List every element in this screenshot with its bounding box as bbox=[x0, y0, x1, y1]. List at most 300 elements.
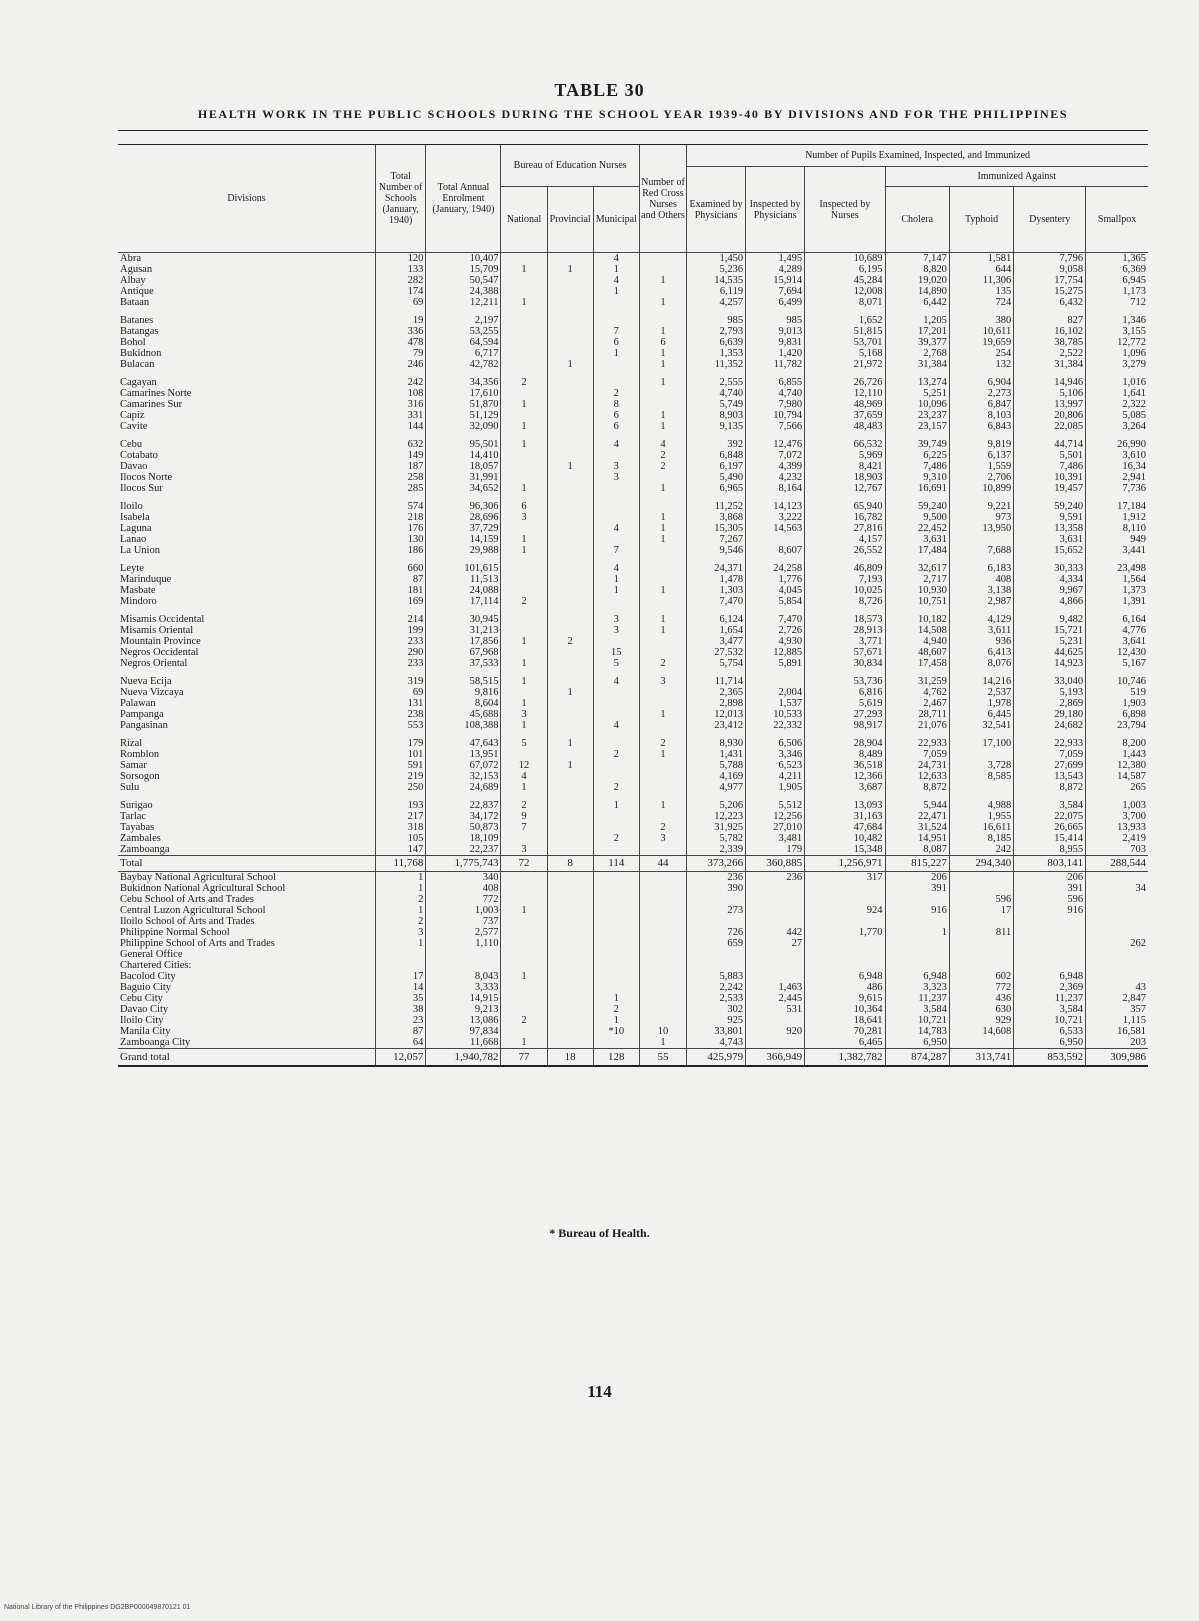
table-cell: 5,619 bbox=[805, 698, 885, 709]
table-cell: 5,944 bbox=[885, 800, 949, 811]
table-cell bbox=[547, 337, 593, 348]
table-cell: 28,696 bbox=[426, 512, 501, 523]
table-cell bbox=[639, 927, 686, 938]
table-cell bbox=[547, 326, 593, 337]
table-cell bbox=[547, 894, 593, 905]
table-cell: 1 bbox=[639, 326, 686, 337]
table-cell: 51,129 bbox=[426, 410, 501, 421]
table-cell: 14,951 bbox=[885, 833, 949, 844]
table-cell: 262 bbox=[1086, 938, 1148, 949]
table-cell: 5 bbox=[501, 738, 547, 749]
table-row bbox=[118, 614, 1148, 625]
table-cell: 1,463 bbox=[746, 982, 805, 993]
table-cell: 23,498 bbox=[1086, 563, 1148, 574]
table-cell: 12,772 bbox=[1086, 337, 1148, 348]
table-cell: 1 bbox=[501, 676, 547, 687]
table-cell: 5,168 bbox=[805, 348, 885, 359]
table-cell bbox=[639, 872, 686, 884]
table-cell bbox=[547, 771, 593, 782]
table-cell bbox=[593, 872, 639, 884]
table-cell bbox=[593, 982, 639, 993]
table-cell bbox=[547, 927, 593, 938]
table-cell: 6,855 bbox=[746, 377, 805, 388]
grand-total-row bbox=[118, 1049, 1148, 1067]
table-cell: 3 bbox=[593, 625, 639, 636]
table-cell: 4 bbox=[593, 720, 639, 731]
table-cell: 174 bbox=[375, 286, 425, 297]
table-cell: 8 bbox=[547, 856, 593, 872]
special-school-row bbox=[118, 905, 1148, 916]
table-cell: 9,482 bbox=[1014, 614, 1086, 625]
table-cell bbox=[547, 971, 593, 982]
table-row bbox=[118, 297, 1148, 308]
table-cell bbox=[547, 377, 593, 388]
row-label: Laguna bbox=[120, 523, 152, 534]
table-cell: 6,195 bbox=[805, 264, 885, 275]
page-number: 114 bbox=[587, 1382, 612, 1401]
table-cell: 4,334 bbox=[1014, 574, 1086, 585]
row-label: Tarlac bbox=[120, 811, 147, 822]
table-cell: 632 bbox=[375, 439, 425, 450]
table-cell: 47,643 bbox=[426, 738, 501, 749]
table-cell: 4,740 bbox=[687, 388, 746, 399]
table-cell: 3 bbox=[639, 833, 686, 844]
table-cell: 12,013 bbox=[687, 709, 746, 720]
table-cell: 11,782 bbox=[746, 359, 805, 370]
table-cell: 8,604 bbox=[426, 698, 501, 709]
table-cell: 26,990 bbox=[1086, 439, 1148, 450]
row-label: Nueva Ecija bbox=[120, 676, 172, 687]
table-cell: 1 bbox=[639, 614, 686, 625]
table-cell bbox=[639, 771, 686, 782]
table-cell bbox=[501, 1004, 547, 1015]
table-cell: 1 bbox=[639, 625, 686, 636]
table-cell: 8,164 bbox=[746, 483, 805, 494]
row-label: Iloilo bbox=[120, 501, 143, 512]
table-cell: 4,977 bbox=[687, 782, 746, 793]
table-cell: 4 bbox=[593, 253, 639, 265]
table-cell: 1 bbox=[639, 709, 686, 720]
table-cell: 43 bbox=[1086, 982, 1148, 993]
table-cell: 19,020 bbox=[885, 275, 949, 286]
table-cell: 23,237 bbox=[885, 410, 949, 421]
table-cell: 1 bbox=[593, 348, 639, 359]
table-cell: 8,872 bbox=[885, 782, 949, 793]
table-cell: 3,868 bbox=[687, 512, 746, 523]
table-cell bbox=[547, 286, 593, 297]
table-cell: 4,169 bbox=[687, 771, 746, 782]
table-cell: 6,413 bbox=[949, 647, 1013, 658]
table-cell: 236 bbox=[746, 872, 805, 884]
table-cell: 12,223 bbox=[687, 811, 746, 822]
table-cell bbox=[547, 625, 593, 636]
table-cell: 4,257 bbox=[687, 297, 746, 308]
table-cell: 1 bbox=[547, 359, 593, 370]
table-cell: 72 bbox=[501, 856, 547, 872]
table-cell: 2,273 bbox=[949, 388, 1013, 399]
table-cell: 34,356 bbox=[426, 377, 501, 388]
table-cell bbox=[501, 982, 547, 993]
table-row bbox=[118, 253, 1148, 265]
table-cell: 1 bbox=[639, 1037, 686, 1049]
table-cell: 8,076 bbox=[949, 658, 1013, 669]
table-cell bbox=[547, 1004, 593, 1015]
table-cell bbox=[593, 822, 639, 833]
table-cell bbox=[547, 844, 593, 856]
table-cell: 4,866 bbox=[1014, 596, 1086, 607]
header-examined: Examined by Physicians bbox=[687, 167, 746, 253]
table-cell: 596 bbox=[949, 894, 1013, 905]
table-cell: 9,135 bbox=[687, 421, 746, 432]
table-cell bbox=[593, 687, 639, 698]
table-cell: 15,652 bbox=[1014, 545, 1086, 556]
table-cell: 14 bbox=[375, 982, 425, 993]
table-cell: 1 bbox=[885, 927, 949, 938]
table-cell: 17,100 bbox=[949, 738, 1013, 749]
table-cell: 1 bbox=[639, 410, 686, 421]
table-cell: 3,222 bbox=[746, 512, 805, 523]
table-cell: 64 bbox=[375, 1037, 425, 1049]
row-label: Cebu bbox=[120, 439, 143, 450]
header-total-schools: Total Number of Schools (January, 1940) bbox=[375, 145, 425, 253]
table-cell: 4,045 bbox=[746, 585, 805, 596]
table-cell: 15,914 bbox=[746, 275, 805, 286]
table-cell: 24,731 bbox=[885, 760, 949, 771]
table-cell: 11,768 bbox=[375, 856, 425, 872]
table-cell: 1,016 bbox=[1086, 377, 1148, 388]
table-cell: 366,949 bbox=[746, 1049, 805, 1067]
table-row bbox=[118, 286, 1148, 297]
table-cell bbox=[593, 501, 639, 512]
table-cell bbox=[593, 894, 639, 905]
table-row bbox=[118, 749, 1148, 760]
table-cell: 1 bbox=[639, 585, 686, 596]
table-cell: 2 bbox=[639, 461, 686, 472]
table-cell: 79 bbox=[375, 348, 425, 359]
table-cell bbox=[547, 512, 593, 523]
table-cell: 14,508 bbox=[885, 625, 949, 636]
table-cell: 128 bbox=[593, 1049, 639, 1067]
table-cell: 1 bbox=[375, 883, 425, 894]
table-cell: 66,532 bbox=[805, 439, 885, 450]
table-cell: 32,090 bbox=[426, 421, 501, 432]
table-row bbox=[118, 585, 1148, 596]
table-cell bbox=[547, 574, 593, 585]
table-subtitle: HEALTH WORK IN THE PUBLIC SCHOOLS DURING THE SCHOOL YEAR 1939-40 BY DIVISIONS AND FOR THE PHILIPPINES bbox=[197, 107, 1069, 121]
table-cell bbox=[949, 872, 1013, 884]
table-cell bbox=[593, 916, 639, 927]
table-cell bbox=[639, 286, 686, 297]
row-label: Abra bbox=[120, 253, 141, 264]
table-cell: 2,365 bbox=[687, 687, 746, 698]
table-cell: 1 bbox=[501, 534, 547, 545]
table-cell: 6,164 bbox=[1086, 614, 1148, 625]
table-cell: 1,303 bbox=[687, 585, 746, 596]
table-cell: 233 bbox=[375, 658, 425, 669]
table-cell: 8,607 bbox=[746, 545, 805, 556]
header-divisions: Divisions bbox=[118, 145, 375, 253]
table-cell bbox=[547, 275, 593, 286]
table-cell: 7,072 bbox=[746, 450, 805, 461]
table-cell bbox=[501, 359, 547, 370]
spacer-row bbox=[118, 556, 1148, 563]
table-cell: 32,541 bbox=[949, 720, 1013, 731]
table-cell: 10,364 bbox=[805, 1004, 885, 1015]
table-cell bbox=[593, 315, 639, 326]
table-cell: 22,837 bbox=[426, 800, 501, 811]
table-cell: 18,903 bbox=[805, 472, 885, 483]
table-cell: 4,762 bbox=[885, 687, 949, 698]
table-cell bbox=[639, 596, 686, 607]
table-cell: 30,834 bbox=[805, 658, 885, 669]
table-cell: 5,251 bbox=[885, 388, 949, 399]
table-cell: 3 bbox=[639, 676, 686, 687]
table-cell: 1,096 bbox=[1086, 348, 1148, 359]
table-cell: 1 bbox=[501, 1037, 547, 1049]
table-cell: 217 bbox=[375, 811, 425, 822]
table-cell: 6,506 bbox=[746, 738, 805, 749]
table-cell: 925 bbox=[687, 1015, 746, 1026]
table-cell: 4,740 bbox=[746, 388, 805, 399]
row-label: Pampanga bbox=[120, 709, 164, 720]
table-cell: 1,775,743 bbox=[426, 856, 501, 872]
table-cell bbox=[639, 687, 686, 698]
table-cell: 4 bbox=[593, 676, 639, 687]
table-cell: 9,615 bbox=[805, 993, 885, 1004]
table-cell: 772 bbox=[949, 982, 1013, 993]
table-cell: 179 bbox=[375, 738, 425, 749]
table-cell: 373,266 bbox=[687, 856, 746, 872]
table-cell bbox=[639, 647, 686, 658]
table-cell: 7,486 bbox=[885, 461, 949, 472]
table-cell: 3,771 bbox=[805, 636, 885, 647]
table-cell: 5,206 bbox=[687, 800, 746, 811]
table-cell: 916 bbox=[1014, 905, 1086, 916]
table-cell: 28,904 bbox=[805, 738, 885, 749]
table-cell bbox=[501, 625, 547, 636]
table-cell: 24,682 bbox=[1014, 720, 1086, 731]
table-cell: 14,216 bbox=[949, 676, 1013, 687]
table-cell bbox=[639, 545, 686, 556]
table-cell: 53,736 bbox=[805, 676, 885, 687]
table-cell: 1 bbox=[501, 782, 547, 793]
table-cell: 660 bbox=[375, 563, 425, 574]
table-cell: 309,986 bbox=[1086, 1049, 1148, 1067]
table-cell: 13,951 bbox=[426, 749, 501, 760]
table-cell: 6,950 bbox=[885, 1037, 949, 1049]
table-cell bbox=[547, 872, 593, 884]
table-cell: 1,115 bbox=[1086, 1015, 1148, 1026]
table-cell: 2,445 bbox=[746, 993, 805, 1004]
table-cell: 67,072 bbox=[426, 760, 501, 771]
table-cell: 133 bbox=[375, 264, 425, 275]
table-cell: 8,421 bbox=[805, 461, 885, 472]
table-cell bbox=[501, 253, 547, 265]
table-cell: 14,410 bbox=[426, 450, 501, 461]
header-provincial: Provincial bbox=[547, 187, 593, 253]
table-cell bbox=[949, 938, 1013, 949]
row-label: Zamboanga City bbox=[120, 1037, 191, 1048]
table-cell: 5,106 bbox=[1014, 388, 1086, 399]
table-row bbox=[118, 698, 1148, 709]
table-cell: 17,201 bbox=[885, 326, 949, 337]
table-cell: 147 bbox=[375, 844, 425, 856]
header-total-enrolment: Total Annual Enrolment (January, 1940) bbox=[426, 145, 501, 253]
row-label: Marinduque bbox=[120, 574, 172, 585]
table-cell: 2 bbox=[639, 658, 686, 669]
chartered-city-row bbox=[118, 993, 1148, 1004]
table-cell: 2,898 bbox=[687, 698, 746, 709]
table-cell: 51,815 bbox=[805, 326, 885, 337]
footnote: * Bureau of Health. bbox=[549, 1226, 650, 1240]
table-cell: 69 bbox=[375, 687, 425, 698]
table-cell bbox=[746, 676, 805, 687]
table-cell bbox=[547, 388, 593, 399]
table-cell: 1 bbox=[639, 359, 686, 370]
table-cell bbox=[593, 377, 639, 388]
table-cell: 5,501 bbox=[1014, 450, 1086, 461]
table-cell: 13,543 bbox=[1014, 771, 1086, 782]
table-cell: 10,721 bbox=[885, 1015, 949, 1026]
table-cell bbox=[501, 938, 547, 949]
table-cell: 9,819 bbox=[949, 439, 1013, 450]
table-cell: 7 bbox=[501, 822, 547, 833]
table-cell: 6,432 bbox=[1014, 297, 1086, 308]
table-cell: 3,138 bbox=[949, 585, 1013, 596]
table-cell: 2,322 bbox=[1086, 399, 1148, 410]
table-cell: 6,183 bbox=[949, 563, 1013, 574]
row-label: Baguio City bbox=[120, 982, 172, 993]
table-row bbox=[118, 534, 1148, 545]
table-cell: 1 bbox=[593, 585, 639, 596]
table-cell: 69 bbox=[375, 297, 425, 308]
table-cell: 3,477 bbox=[687, 636, 746, 647]
row-label: Misamis Occidental bbox=[120, 614, 205, 625]
header-dysentery: Dysentery bbox=[1014, 187, 1086, 253]
table-cell: 13,997 bbox=[1014, 399, 1086, 410]
row-label: Isabela bbox=[120, 512, 150, 523]
table-cell: 15 bbox=[593, 647, 639, 658]
row-label: Total bbox=[118, 856, 375, 872]
table-cell: 1 bbox=[547, 738, 593, 749]
table-cell: 1 bbox=[501, 905, 547, 916]
row-label: Zamboanga bbox=[120, 844, 170, 855]
table-cell: 14,783 bbox=[885, 1026, 949, 1037]
table-cell: 6 bbox=[501, 501, 547, 512]
table-cell: 214 bbox=[375, 614, 425, 625]
table-cell bbox=[501, 993, 547, 1004]
special-school-row bbox=[118, 872, 1148, 884]
table-cell: 6,445 bbox=[949, 709, 1013, 720]
table-cell: 33,801 bbox=[687, 1026, 746, 1037]
table-cell: 246 bbox=[375, 359, 425, 370]
table-cell bbox=[593, 949, 639, 960]
table-cell: 10,025 bbox=[805, 585, 885, 596]
table-cell: 1,955 bbox=[949, 811, 1013, 822]
table-row bbox=[118, 421, 1148, 432]
table-cell: 1,431 bbox=[687, 749, 746, 760]
table-cell: 15,709 bbox=[426, 264, 501, 275]
table-cell: 6,124 bbox=[687, 614, 746, 625]
table-cell: 8,071 bbox=[805, 297, 885, 308]
table-cell: 179 bbox=[746, 844, 805, 856]
table-cell: 2 bbox=[375, 894, 425, 905]
table-cell: 3,279 bbox=[1086, 359, 1148, 370]
table-cell: 26,665 bbox=[1014, 822, 1086, 833]
table-cell: 5,788 bbox=[687, 760, 746, 771]
table-cell: 6 bbox=[593, 421, 639, 432]
table-cell: 10,482 bbox=[805, 833, 885, 844]
table-cell bbox=[746, 949, 805, 960]
row-label: Batanes bbox=[120, 315, 154, 326]
table-row bbox=[118, 439, 1148, 450]
table-cell: 316 bbox=[375, 399, 425, 410]
table-cell: 258 bbox=[375, 472, 425, 483]
table-cell: 10,096 bbox=[885, 399, 949, 410]
table-cell bbox=[639, 982, 686, 993]
table-row bbox=[118, 472, 1148, 483]
table-cell: 28,711 bbox=[885, 709, 949, 720]
table-cell: 27,816 bbox=[805, 523, 885, 534]
table-cell bbox=[593, 927, 639, 938]
table-cell bbox=[639, 698, 686, 709]
chartered-cities-header bbox=[118, 960, 1148, 971]
table-cell: 6,948 bbox=[1014, 971, 1086, 982]
table-cell: 591 bbox=[375, 760, 425, 771]
row-label: Central Luzon Agricultural School bbox=[120, 905, 266, 916]
table-cell: 1,003 bbox=[426, 905, 501, 916]
row-label: Mountain Province bbox=[120, 636, 201, 647]
table-cell: 357 bbox=[1086, 1004, 1148, 1015]
table-cell: 10,407 bbox=[426, 253, 501, 265]
table-cell: 38,785 bbox=[1014, 337, 1086, 348]
table-cell: 114 bbox=[593, 856, 639, 872]
table-cell: 11,306 bbox=[949, 275, 1013, 286]
table-cell: 1,905 bbox=[746, 782, 805, 793]
table-cell: 10,751 bbox=[885, 596, 949, 607]
table-cell bbox=[639, 501, 686, 512]
table-cell: 12,430 bbox=[1086, 647, 1148, 658]
table-cell: 1,654 bbox=[687, 625, 746, 636]
table-cell: 2 bbox=[593, 782, 639, 793]
top-rule bbox=[118, 130, 1148, 131]
table-body bbox=[118, 253, 1148, 1067]
table-cell: 2,537 bbox=[949, 687, 1013, 698]
table-cell: 16,34 bbox=[1086, 461, 1148, 472]
table-cell: 1 bbox=[547, 687, 593, 698]
table-cell: 46,809 bbox=[805, 563, 885, 574]
table-cell: 574 bbox=[375, 501, 425, 512]
table-cell bbox=[593, 905, 639, 916]
table-cell: 318 bbox=[375, 822, 425, 833]
table-cell: 23,157 bbox=[885, 421, 949, 432]
table-cell: 120 bbox=[375, 253, 425, 265]
table-cell: 1,353 bbox=[687, 348, 746, 359]
table-cell bbox=[593, 811, 639, 822]
table-cell: 6,948 bbox=[805, 971, 885, 982]
table-cell: 6,848 bbox=[687, 450, 746, 461]
table-cell: 12,366 bbox=[805, 771, 885, 782]
row-label: Bohol bbox=[120, 337, 146, 348]
table-cell bbox=[746, 1015, 805, 1026]
row-label: Davao City bbox=[120, 1004, 169, 1015]
table-cell: 16,611 bbox=[949, 822, 1013, 833]
table-cell: 4 bbox=[639, 439, 686, 450]
table-cell: 2,419 bbox=[1086, 833, 1148, 844]
table-cell: 985 bbox=[687, 315, 746, 326]
table-cell: 2,987 bbox=[949, 596, 1013, 607]
table-cell: 95,501 bbox=[426, 439, 501, 450]
